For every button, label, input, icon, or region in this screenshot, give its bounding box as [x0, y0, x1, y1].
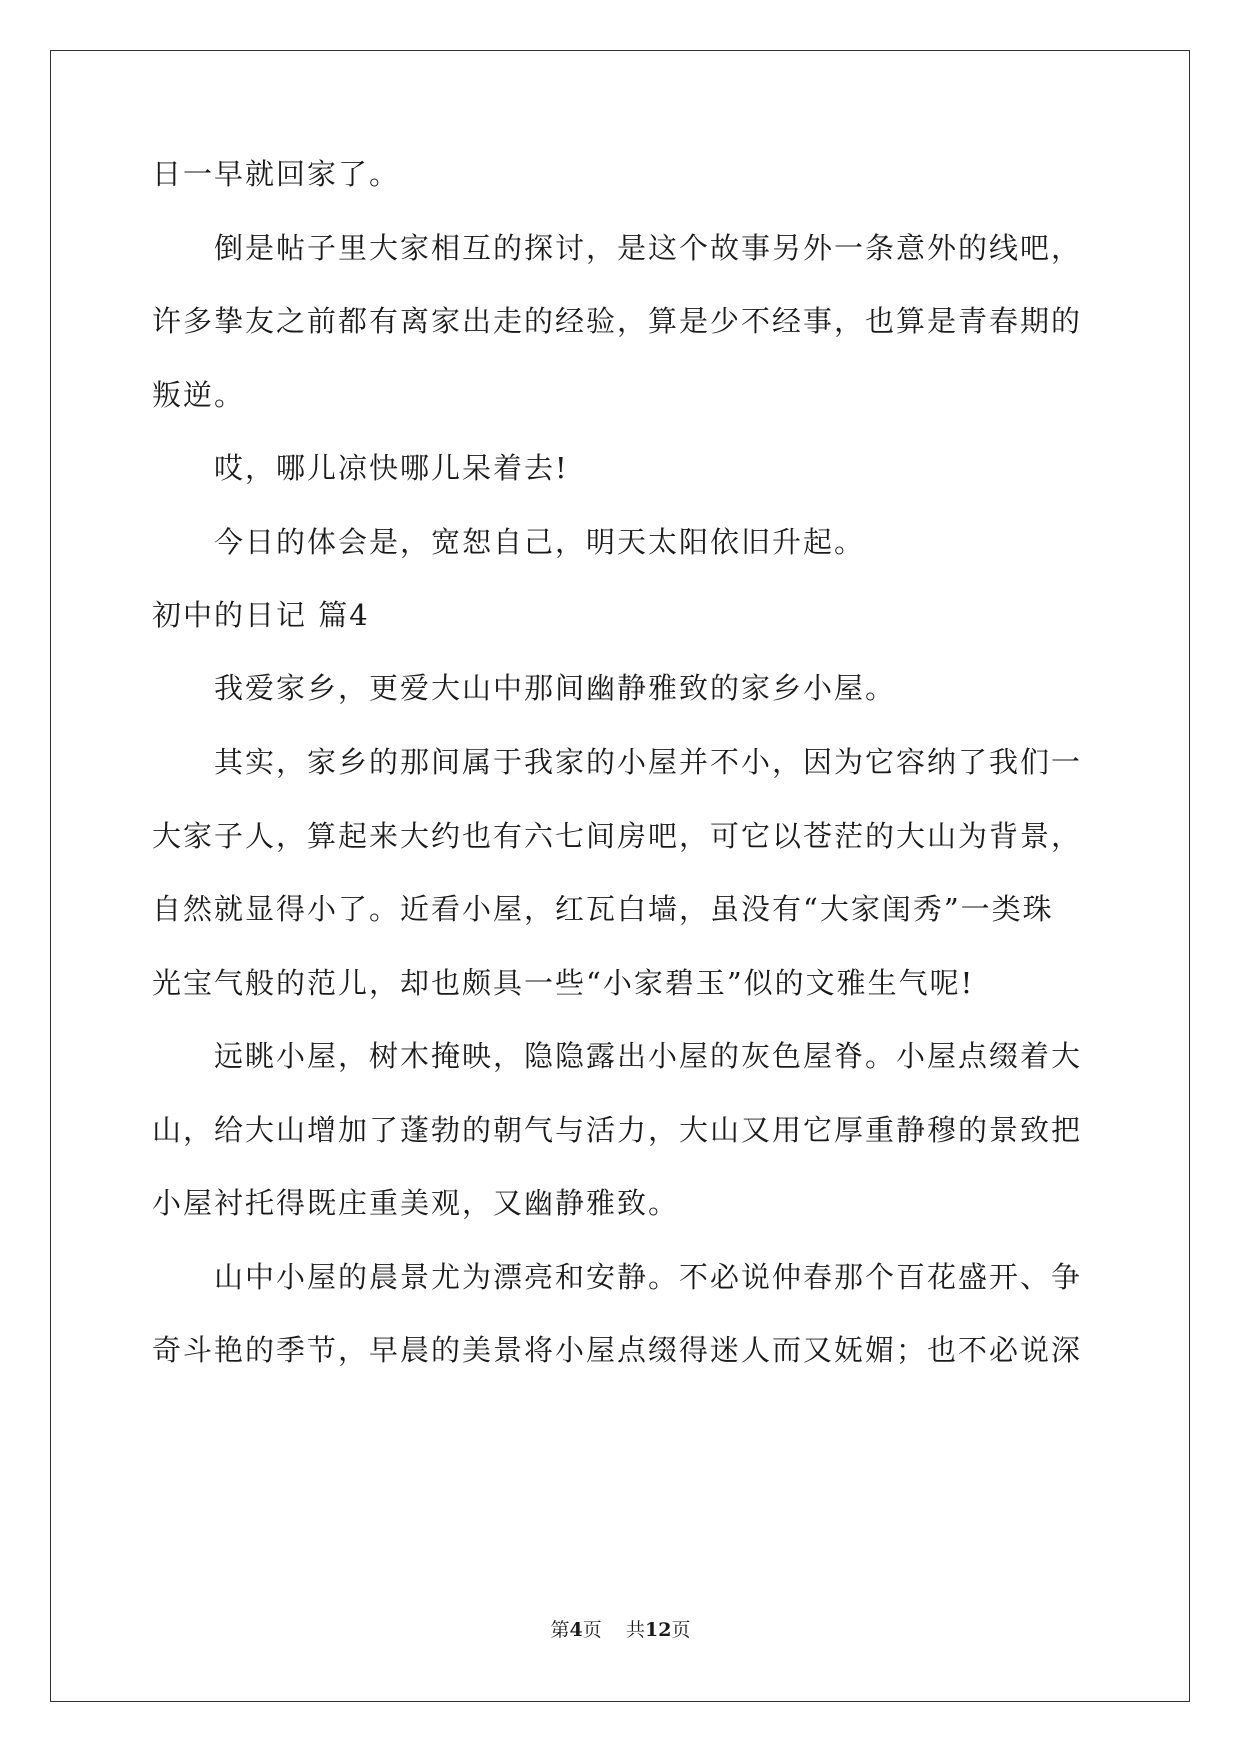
text-line: 小屋衬托得既庄重美观，又幽静雅致。 [152, 1186, 680, 1220]
footer-page-number: 4 [569, 1619, 583, 1641]
text-line: 大家子人，算起来大约也有六七间房吧，可它以苍茫的大山为背景， [152, 819, 1083, 853]
text-line: 山中小屋的晨景尤为漂亮和安静。不必说仲春那个百花盛开、争 [214, 1260, 1083, 1294]
text-line: 叛逆。 [152, 378, 246, 412]
page-border [50, 50, 1190, 1702]
footer-prefix: 第 [550, 1619, 570, 1641]
text-line: 其实，家乡的那间属于我家的小屋并不小，因为它容纳了我们一 [214, 745, 1083, 779]
text-line: 光宝气般的范儿，却也颇具一些“小家碧玉”似的文雅生气呢! [152, 966, 975, 1000]
text-line: 远眺小屋，树木掩映，隐隐露出小屋的灰色屋脊。小屋点缀着大 [214, 1039, 1083, 1073]
section-heading: 初中的日记 篇4 [152, 598, 370, 632]
text-line: 自然就显得小了。近看小屋，红瓦白墙，虽没有“大家闺秀”一类珠 [152, 892, 1054, 926]
text-line: 许多挚友之前都有离家出走的经验，算是少不经事，也算是青春期的 [152, 304, 1083, 338]
footer-page-suffix: 页 [582, 1619, 602, 1641]
footer-total-pages: 12 [644, 1619, 672, 1641]
text-line: 山，给大山增加了蓬勃的朝气与活力，大山又用它厚重静穆的景致把 [152, 1113, 1083, 1147]
text-line: 倒是帖子里大家相互的探讨，是这个故事另外一条意外的线吧， [214, 231, 1083, 265]
text-line: 今日的体会是，宽恕自己，明天太阳依旧升起。 [214, 525, 866, 559]
footer-total-suffix: 页 [671, 1619, 691, 1641]
text-line: 奇斗艳的季节，早晨的美景将小屋点缀得迷人而又妩媚；也不必说深 [152, 1333, 1083, 1367]
text-line: 我爱家乡，更爱大山中那间幽静雅致的家乡小屋。 [214, 671, 897, 705]
page-footer [0, 1618, 1241, 1642]
footer-total-prefix: 共 [625, 1619, 645, 1641]
text-line: 日一早就回家了。 [152, 157, 401, 191]
text-line: 哎，哪儿凉快哪儿呆着去! [214, 451, 569, 485]
